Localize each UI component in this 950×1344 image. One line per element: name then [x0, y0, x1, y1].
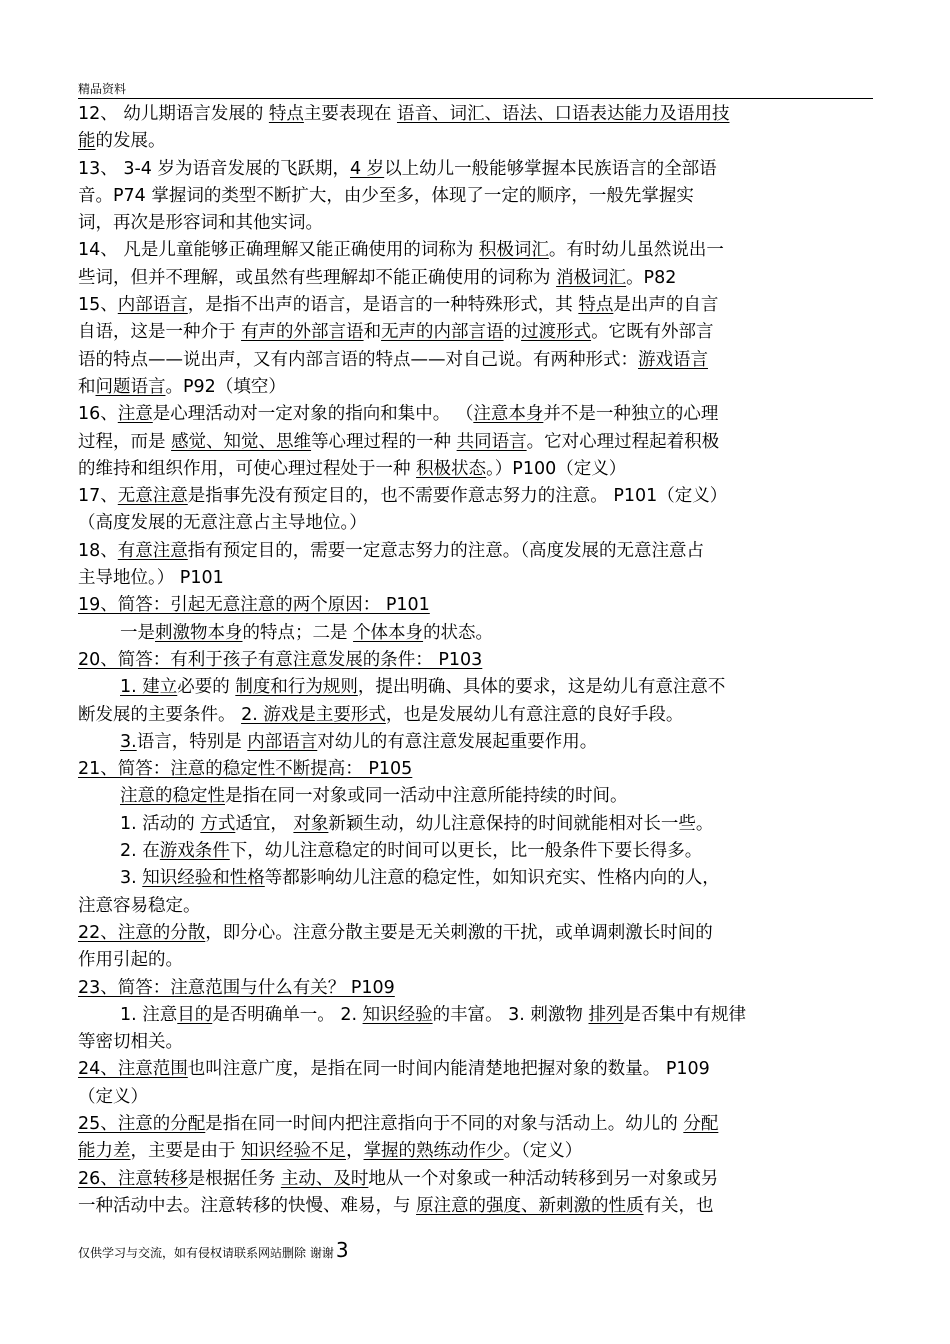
- text-segment: 过程，而是: [78, 431, 172, 452]
- text-segment: 主导地位。） P101: [78, 568, 224, 589]
- text-line: [78, 128, 873, 155]
- underlined-term: 个体本身: [353, 622, 424, 643]
- text-segment: 主要表现在: [303, 104, 397, 124]
- underlined-term: 语音、词汇、语法、口语表达能力及语用技: [396, 104, 730, 124]
- underlined-term: 刺激物本身: [155, 622, 243, 643]
- page-number: 3: [335, 1238, 349, 1262]
- underlined-term: 注意本身: [473, 404, 544, 425]
- text-line: [78, 811, 873, 838]
- text-segment: 有关，也: [643, 1195, 714, 1216]
- underlined-term: 有声的外部言语: [241, 322, 364, 343]
- text-segment: 等心理过程的一种: [311, 431, 457, 452]
- text-segment: 。它既有外部言: [591, 322, 714, 343]
- text-line: [78, 865, 873, 892]
- text-line: [78, 538, 873, 565]
- page-footer: [78, 1238, 349, 1262]
- text-line: [78, 347, 873, 374]
- footer-note: 仅供学习与交流，如有侵权请联系网站删除 谢谢: [78, 1246, 334, 1260]
- text-segment: ，是指不出声的语言，是语言的一种特殊形式，其: [187, 295, 579, 316]
- underlined-term: 问题语言: [95, 376, 166, 397]
- text-segment: 指有预定目的，需要一定意志努力的注意。（高度发展的无意注意占: [187, 540, 705, 561]
- text-segment: 15、: [78, 295, 118, 316]
- text-segment: 3.: [120, 868, 143, 889]
- text-line: [78, 647, 873, 674]
- underlined-term: 排列: [588, 1004, 624, 1025]
- text-line: [78, 483, 873, 510]
- text-line: [78, 456, 873, 483]
- underlined-term: 有意注意: [117, 540, 188, 561]
- underlined-term: 内部语言: [247, 731, 318, 752]
- text-segment: ，提出明确、具体的要求，这是幼儿有意注意不: [357, 677, 726, 698]
- text-segment: 的丰富。 3. 刺激物: [432, 1004, 589, 1025]
- underlined-term: 特点: [578, 295, 614, 316]
- text-segment: 的状态。: [423, 622, 494, 643]
- text-segment: 1. 注意: [120, 1004, 178, 1025]
- text-segment: 是否明确单一。 2.: [212, 1004, 363, 1025]
- text-line: [78, 947, 873, 974]
- underlined-term: 积极词汇: [478, 240, 549, 261]
- text-line: [78, 975, 873, 1002]
- text-segment: 是否集中有规律: [623, 1004, 746, 1025]
- text-segment: 注意容易稳定。: [78, 895, 201, 916]
- underlined-term: 21、简答：注意的稳定性不断提高： P105: [78, 759, 413, 780]
- text-line: [78, 1029, 873, 1056]
- text-segment: 。有时幼儿虽然说出一: [548, 240, 724, 261]
- text-line: [78, 1193, 873, 1220]
- text-segment: 16、: [78, 404, 118, 425]
- text-segment: 18、: [78, 540, 118, 561]
- text-line: [78, 156, 873, 183]
- text-segment: 是出声的自言: [613, 295, 719, 316]
- text-segment: 自语，这是一种介于: [78, 322, 242, 343]
- text-line: [78, 1166, 873, 1193]
- text-segment: ，也是发展幼儿有意注意的良好手段。: [385, 704, 684, 725]
- underlined-term: 无声的内部言语: [381, 322, 504, 343]
- text-segment: 和: [78, 376, 96, 397]
- underlined-term: 感觉、知觉、思维: [171, 431, 312, 452]
- underlined-term: 24、注意范围: [78, 1059, 188, 1080]
- underlined-term: 无意注意: [117, 486, 188, 507]
- underlined-term: 4 岁: [349, 158, 385, 179]
- text-line: [78, 620, 873, 647]
- text-segment: 1. 活动的: [120, 813, 201, 834]
- text-line: [78, 510, 873, 537]
- underlined-term: 19、简答：引起无意注意的两个原因： P101: [78, 595, 430, 616]
- text-segment: （高度发展的无意注意占主导地位。）: [78, 513, 367, 534]
- underlined-term: 2. 游戏是主要形式: [241, 704, 386, 725]
- page-header: 精品资料: [78, 82, 127, 96]
- underlined-term: 消极词汇: [556, 267, 627, 288]
- text-segment: 新颖生动，幼儿注意保持的时间就能相对长一些。: [328, 813, 714, 834]
- text-segment: 等密切相关。: [78, 1032, 183, 1053]
- text-line: [78, 565, 873, 592]
- text-line: [78, 1056, 873, 1083]
- underlined-term: 目的: [177, 1004, 213, 1025]
- text-line: [78, 592, 873, 619]
- text-line: [78, 702, 873, 729]
- text-segment: 是根据任务: [187, 1168, 281, 1189]
- text-line: [78, 374, 873, 401]
- underlined-term: 游戏条件: [159, 841, 230, 862]
- text-segment: 。P92（填空）: [165, 376, 286, 397]
- text-segment: 也叫注意广度，是指在同一时间内能清楚地把握对象的数量。 P109: [187, 1059, 710, 1080]
- text-line: [78, 920, 873, 947]
- header-rule: [78, 98, 873, 99]
- text-segment: 语的特点——说出声，又有内部言语的特点——对自己说。有两种形式：: [78, 349, 638, 370]
- text-segment: 。）P100（定义）: [486, 458, 627, 479]
- text-segment: 是指事先没有预定目的，也不需要作意志努力的注意。 P101（定义）: [187, 486, 728, 507]
- text-segment: 语言，特别是: [136, 731, 248, 752]
- text-segment: 地从一个对象或一种活动转移到另一对象或另: [368, 1168, 719, 1189]
- underlined-term: 1. 建立: [120, 677, 178, 698]
- text-segment: 一是: [120, 622, 155, 643]
- underlined-term: 注意的稳定性: [120, 786, 225, 807]
- text-segment: 断发展的主要条件。: [78, 704, 242, 725]
- underlined-term: 25、注意的分配: [78, 1113, 206, 1134]
- underlined-term: 过渡形式: [521, 322, 592, 343]
- text-line: [78, 319, 873, 346]
- underlined-term: 掌握的熟练动作少: [363, 1141, 504, 1162]
- text-segment: 17、: [78, 486, 118, 507]
- text-segment: ，: [346, 1141, 364, 1162]
- text-segment: ，主要是由于: [130, 1141, 242, 1162]
- text-segment: （定义）: [78, 1086, 148, 1107]
- text-segment: 些词，但并不理解，或虽然有些理解却不能正确使用的词称为: [78, 267, 557, 288]
- text-segment: 下，幼儿注意稳定的时间可以更长，比一般条件下要长得多。: [229, 841, 703, 862]
- underlined-term: 分配: [683, 1113, 719, 1134]
- text-segment: 的: [503, 322, 522, 343]
- text-line: [78, 101, 873, 128]
- text-line: [78, 838, 873, 865]
- underlined-term: 23、简答：注意范围与什么有关？ P109: [78, 977, 395, 998]
- underlined-term: 共同语言: [456, 431, 527, 452]
- text-line: [78, 429, 873, 456]
- text-line: [78, 401, 873, 428]
- underlined-term: 3.: [120, 731, 137, 752]
- underlined-term: 游戏语言: [638, 349, 708, 370]
- text-line: [78, 674, 873, 701]
- underlined-term: 内部语言: [117, 295, 188, 316]
- text-segment: 对幼儿的有意注意发展起重要作用。: [317, 731, 598, 752]
- underlined-term: 注意: [117, 404, 153, 425]
- text-segment: 一种活动中去。注意转移的快慢、难易，与: [78, 1195, 417, 1216]
- underlined-term: 能力差: [78, 1141, 131, 1162]
- text-segment: 以上幼儿一般能够掌握本民族语言的全部语: [384, 158, 717, 179]
- text-line: [78, 265, 873, 292]
- underlined-term: 特点: [268, 104, 304, 124]
- underlined-term: 20、简答：有利于孩子有意注意发展的条件： P103: [78, 649, 483, 670]
- text-segment: 是指在同一对象或同一活动中注意所能持续的时间。: [225, 786, 628, 807]
- text-segment: 是指在同一时间内把注意指向于不同的对象与活动上。幼儿的: [205, 1113, 684, 1134]
- underlined-term: 26、注意转移: [78, 1168, 188, 1189]
- text-segment: 的发展。: [95, 131, 166, 152]
- document-body: [78, 101, 873, 1220]
- underlined-term: 知识经验和性格: [142, 868, 265, 889]
- underlined-term: 制度和行为规则: [235, 677, 358, 698]
- underlined-term: 对象: [293, 813, 329, 834]
- text-segment: 的维持和组织作用，可使心理过程处于一种: [78, 458, 417, 479]
- text-line: [78, 1002, 873, 1029]
- text-segment: ，即分心。注意分散主要是无关刺激的干扰，或单调刺激长时间的: [205, 922, 713, 943]
- text-segment: 12、 幼儿期语言发展的: [78, 104, 269, 124]
- text-line: [78, 756, 873, 783]
- text-segment: 音。P74 掌握词的类型不断扩大，由少至多，体现了一定的顺序，一般先掌握实: [78, 185, 694, 206]
- text-segment: 适宜，: [235, 813, 294, 834]
- text-segment: 是心理活动对一定对象的指向和集中。 （: [152, 404, 474, 425]
- underlined-term: 能: [78, 131, 96, 152]
- text-segment: 。（定义）: [503, 1141, 583, 1162]
- text-line: [78, 893, 873, 920]
- text-segment: 14、 凡是儿童能够正确理解又能正确使用的词称为: [78, 240, 479, 261]
- text-line: [78, 292, 873, 319]
- text-segment: 等都影响幼儿注意的稳定性，如知识充实、性格内向的人，: [264, 868, 720, 889]
- text-line: [78, 1111, 873, 1138]
- text-segment: 并不是一种独立的心理: [543, 404, 719, 425]
- underlined-term: 主动、及时: [280, 1168, 369, 1189]
- underlined-term: 知识经验: [362, 1004, 433, 1025]
- text-segment: 13、 3-4 岁为语音发展的飞跃期，: [78, 158, 350, 179]
- text-segment: 词，再次是形容词和其他实词。: [78, 213, 323, 234]
- text-segment: 必要的: [177, 677, 236, 698]
- underlined-term: 积极状态: [416, 458, 487, 479]
- text-line: [78, 783, 873, 810]
- text-line: [78, 183, 873, 210]
- text-segment: 。它对心理过程起着积极: [526, 431, 720, 452]
- underlined-term: 知识经验不足: [241, 1141, 347, 1162]
- text-segment: 。P82: [626, 267, 677, 288]
- text-segment: 和: [363, 322, 382, 343]
- text-line: [78, 237, 873, 264]
- text-line: [78, 729, 873, 756]
- underlined-term: 原注意的强度、新刺激的性质: [416, 1195, 644, 1216]
- text-segment: 作用引起的。: [78, 950, 183, 971]
- text-segment: 的特点；二是: [242, 622, 354, 643]
- underlined-term: 方式: [200, 813, 236, 834]
- underlined-term: 22、注意的分散: [78, 922, 206, 943]
- text-line: [78, 1138, 873, 1165]
- text-segment: 2. 在: [120, 841, 160, 862]
- text-line: [78, 210, 873, 237]
- text-line: [78, 1084, 873, 1111]
